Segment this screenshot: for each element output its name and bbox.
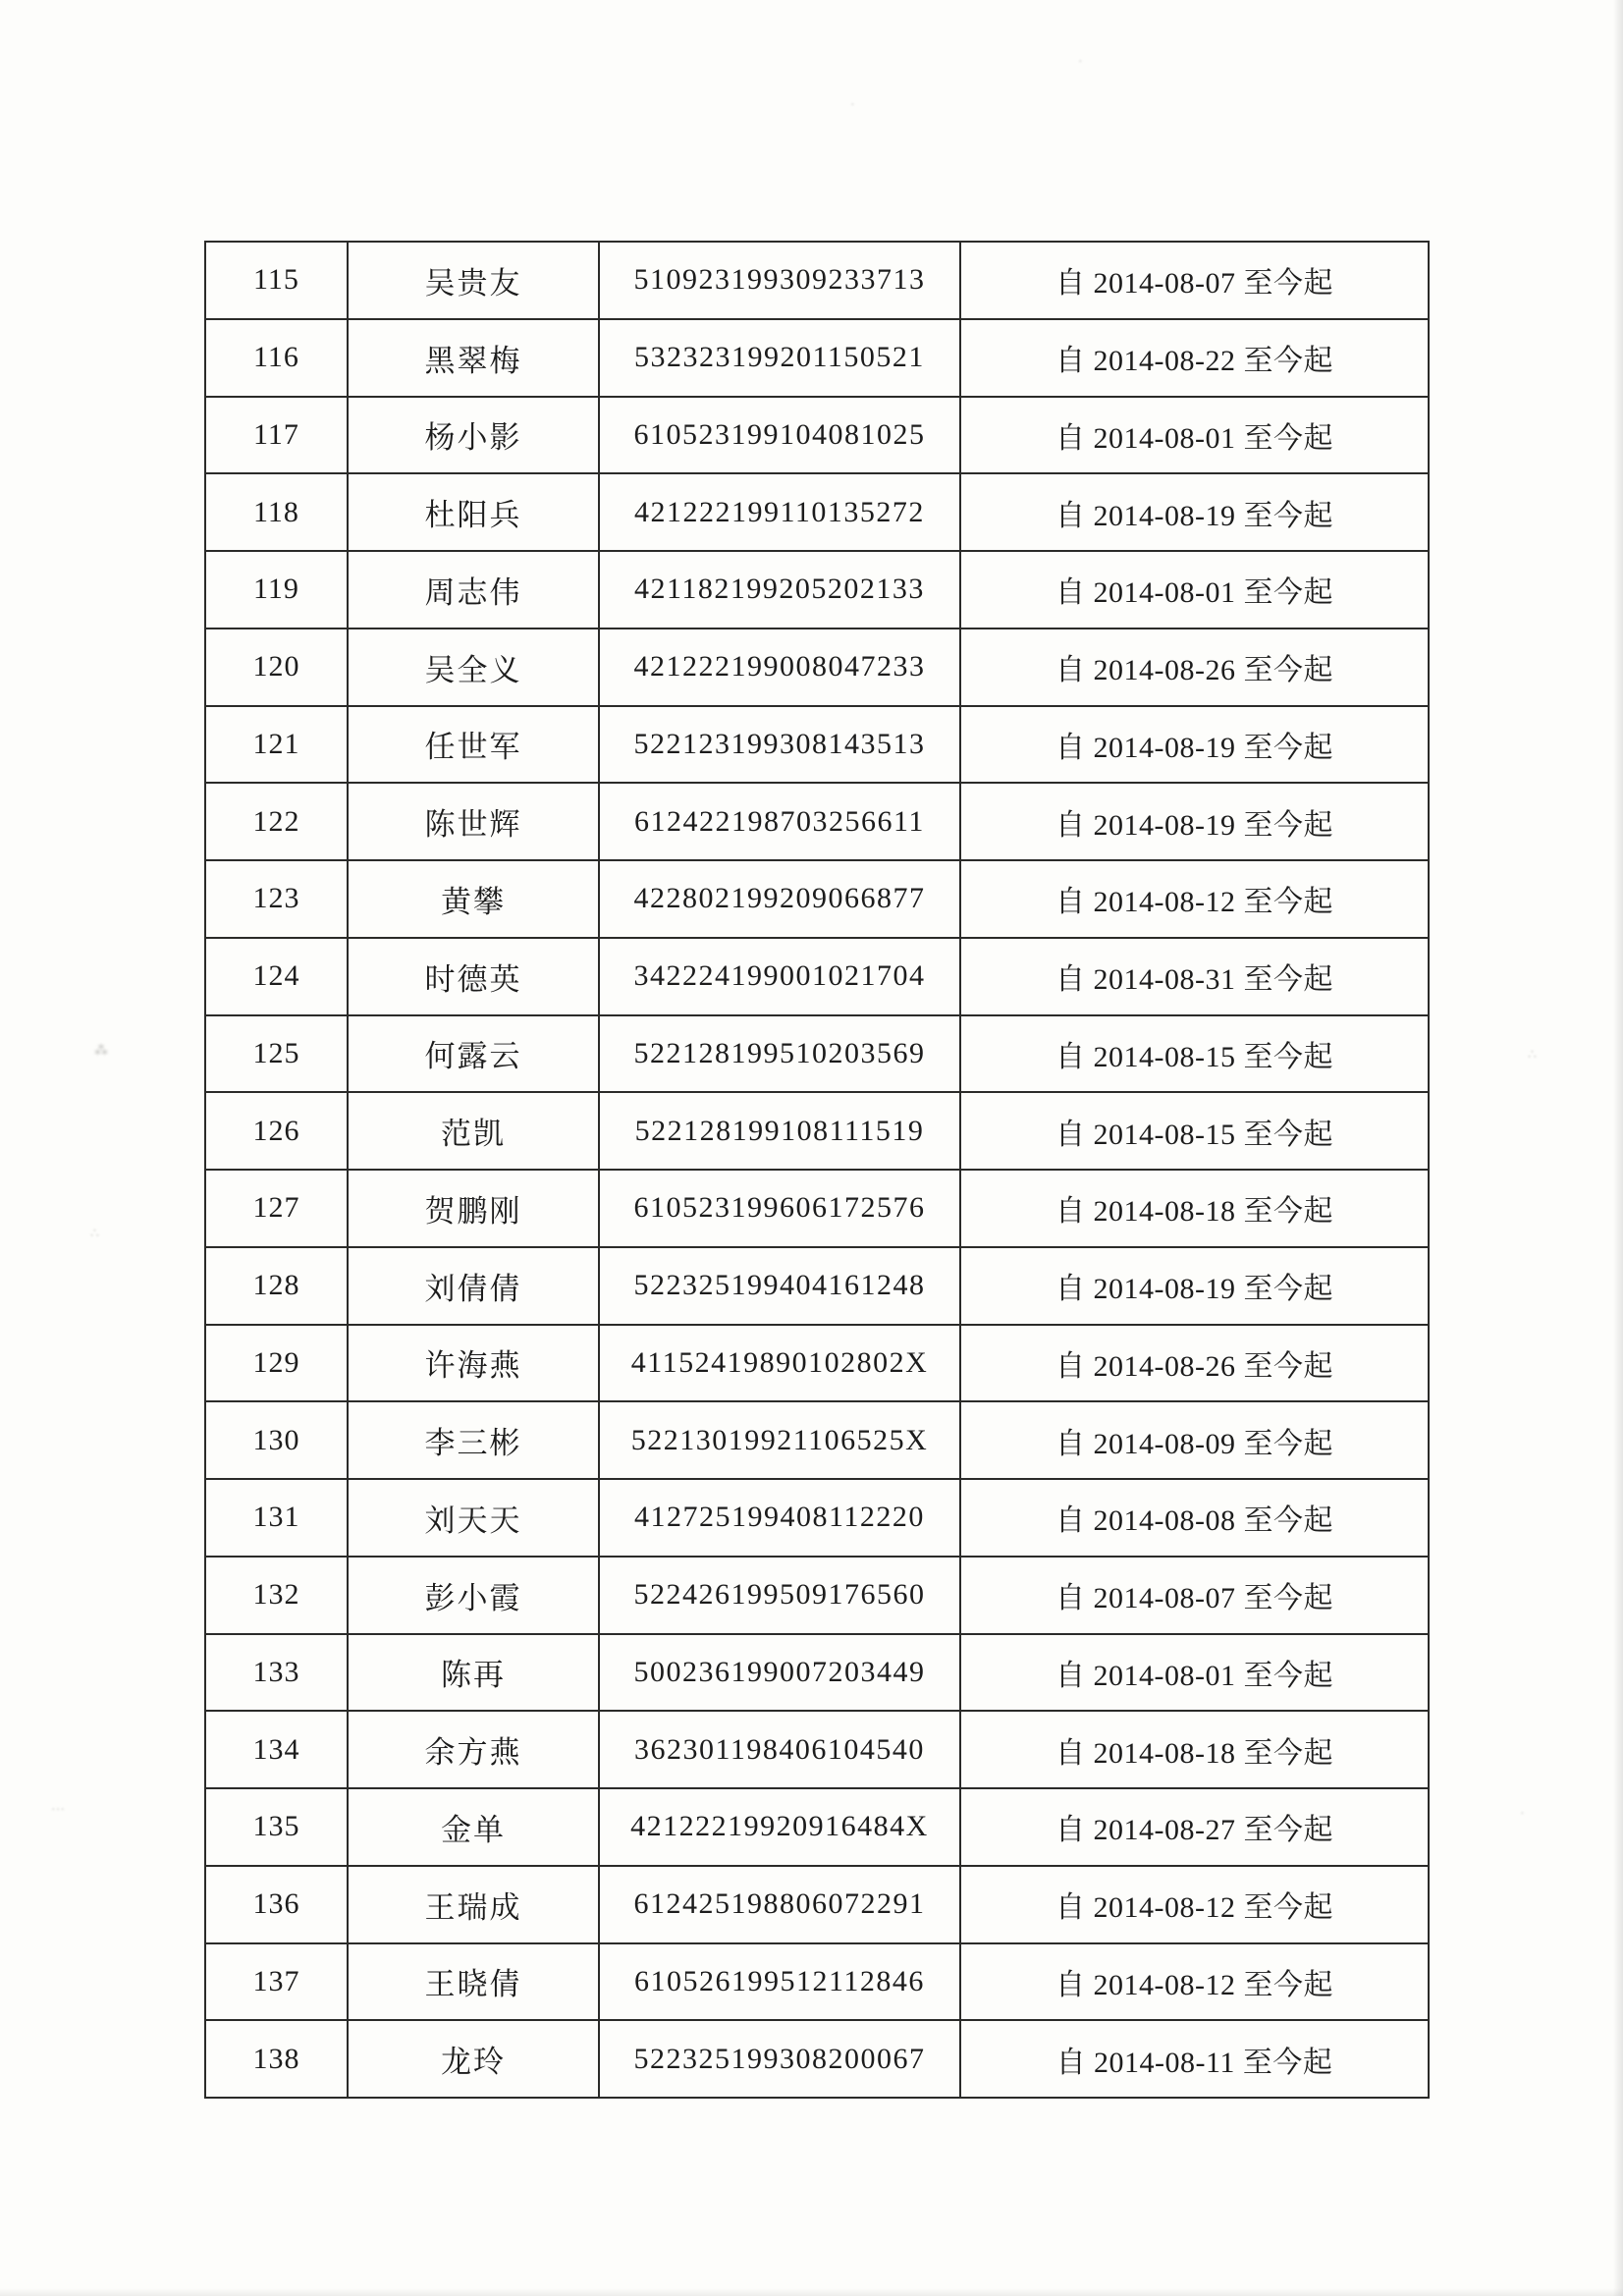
id-number-cell: 522128199510203569 [599, 1015, 960, 1093]
id-number-cell: 42122219920916484X [599, 1788, 960, 1866]
person-name-cell: 杨小影 [348, 397, 599, 474]
person-name-cell: 范凯 [348, 1092, 599, 1170]
period-cell: 自 2014-08-01 至今起 [960, 397, 1429, 474]
table-row [205, 1557, 1429, 1634]
row-index-cell: 127 [205, 1170, 348, 1247]
row-index-cell: 119 [205, 551, 348, 629]
table-row [205, 860, 1429, 938]
id-number-cell: 522128199108111519 [599, 1092, 960, 1170]
table-row [205, 1092, 1429, 1170]
period-cell: 自 2014-08-22 至今起 [960, 319, 1429, 397]
period-cell: 自 2014-08-07 至今起 [960, 1557, 1429, 1634]
id-number-cell: 500236199007203449 [599, 1634, 960, 1712]
person-name-cell: 周志伟 [348, 551, 599, 629]
period-cell: 自 2014-08-19 至今起 [960, 706, 1429, 784]
row-index-cell: 137 [205, 1943, 348, 2021]
person-name-cell: 金单 [348, 1788, 599, 1866]
id-number-cell: 362301198406104540 [599, 1711, 960, 1788]
row-index-cell: 135 [205, 1788, 348, 1866]
id-number-cell: 342224199001021704 [599, 938, 960, 1015]
person-name-cell: 陈世辉 [348, 783, 599, 860]
row-index-cell: 124 [205, 938, 348, 1015]
table-row [205, 1247, 1429, 1325]
table-row [205, 2020, 1429, 2098]
table-row [205, 1170, 1429, 1247]
period-cell: 自 2014-08-26 至今起 [960, 629, 1429, 706]
person-name-cell: 李三彬 [348, 1401, 599, 1479]
scan-speck: · [1078, 55, 1083, 70]
row-index-cell: 121 [205, 706, 348, 784]
id-number-cell: 421222199008047233 [599, 629, 960, 706]
row-index-cell: 122 [205, 783, 348, 860]
row-index-cell: 134 [205, 1711, 348, 1788]
period-cell: 自 2014-08-08 至今起 [960, 1479, 1429, 1557]
table-row [205, 1788, 1429, 1866]
person-name-cell: 何露云 [348, 1015, 599, 1093]
table-row [205, 1401, 1429, 1479]
id-number-cell: 610526199512112846 [599, 1943, 960, 2021]
period-cell: 自 2014-08-07 至今起 [960, 242, 1429, 319]
id-number-cell: 510923199309233713 [599, 242, 960, 319]
id-number-cell: 610523199606172576 [599, 1170, 960, 1247]
scan-edge-shadow [1613, 0, 1623, 2296]
period-cell: 自 2014-08-12 至今起 [960, 860, 1429, 938]
table-row [205, 1866, 1429, 1943]
scan-smudge: ∴ [1528, 1048, 1537, 1063]
person-name-cell: 任世军 [348, 706, 599, 784]
row-index-cell: 128 [205, 1247, 348, 1325]
table-row [205, 551, 1429, 629]
id-number-cell: 421182199205202133 [599, 551, 960, 629]
row-index-cell: 129 [205, 1325, 348, 1402]
id-number-cell: 610523199104081025 [599, 397, 960, 474]
id-number-cell: 612425198806072291 [599, 1866, 960, 1943]
row-index-cell: 117 [205, 397, 348, 474]
row-index-cell: 123 [205, 860, 348, 938]
row-index-cell: 125 [205, 1015, 348, 1093]
table-row [205, 938, 1429, 1015]
period-cell: 自 2014-08-15 至今起 [960, 1015, 1429, 1093]
scan-edge-shadow [0, 2288, 1623, 2296]
period-cell: 自 2014-08-09 至今起 [960, 1401, 1429, 1479]
row-index-cell: 138 [205, 2020, 348, 2098]
id-number-cell: 522426199509176560 [599, 1557, 960, 1634]
period-cell: 自 2014-08-19 至今起 [960, 783, 1429, 860]
period-cell: 自 2014-08-26 至今起 [960, 1325, 1429, 1402]
scan-smudge: · [1520, 1807, 1525, 1822]
period-cell: 自 2014-08-19 至今起 [960, 473, 1429, 551]
row-index-cell: 131 [205, 1479, 348, 1557]
table-row [205, 706, 1429, 784]
id-number-cell: 522325199308200067 [599, 2020, 960, 2098]
id-number-cell: 612422198703256611 [599, 783, 960, 860]
table-row [205, 629, 1429, 706]
id-number-cell: 522325199404161248 [599, 1247, 960, 1325]
table-row [205, 1711, 1429, 1788]
row-index-cell: 132 [205, 1557, 348, 1634]
scan-smudge: ⁂ [94, 1044, 108, 1059]
table-row [205, 1015, 1429, 1093]
person-name-cell: 贺鹏刚 [348, 1170, 599, 1247]
id-number-cell: 52213019921106525X [599, 1401, 960, 1479]
table-row [205, 242, 1429, 319]
table-row [205, 1325, 1429, 1402]
id-number-cell: 412725199408112220 [599, 1479, 960, 1557]
period-cell: 自 2014-08-01 至今起 [960, 1634, 1429, 1712]
person-name-cell: 许海燕 [348, 1325, 599, 1402]
table-row [205, 1479, 1429, 1557]
period-cell: 自 2014-08-18 至今起 [960, 1711, 1429, 1788]
period-cell: 自 2014-08-18 至今起 [960, 1170, 1429, 1247]
period-cell: 自 2014-08-31 至今起 [960, 938, 1429, 1015]
id-number-cell: 421222199110135272 [599, 473, 960, 551]
row-index-cell: 130 [205, 1401, 348, 1479]
id-number-cell: 422802199209066877 [599, 860, 960, 938]
row-index-cell: 118 [205, 473, 348, 551]
person-name-cell: 陈再 [348, 1634, 599, 1712]
person-name-cell: 吴全义 [348, 629, 599, 706]
period-cell: 自 2014-08-27 至今起 [960, 1788, 1429, 1866]
person-name-cell: 彭小霞 [348, 1557, 599, 1634]
period-cell: 自 2014-08-11 至今起 [960, 2020, 1429, 2098]
table-row [205, 319, 1429, 397]
person-name-cell: 吴贵友 [348, 242, 599, 319]
row-index-cell: 133 [205, 1634, 348, 1712]
table-row [205, 473, 1429, 551]
period-cell: 自 2014-08-19 至今起 [960, 1247, 1429, 1325]
period-cell: 自 2014-08-12 至今起 [960, 1866, 1429, 1943]
person-name-cell: 杜阳兵 [348, 473, 599, 551]
roster-table [204, 241, 1430, 2099]
person-name-cell: 时德英 [348, 938, 599, 1015]
period-cell: 自 2014-08-01 至今起 [960, 551, 1429, 629]
table-row [205, 1634, 1429, 1712]
person-name-cell: 黄攀 [348, 860, 599, 938]
table-row [205, 1943, 1429, 2021]
row-index-cell: 116 [205, 319, 348, 397]
period-cell: 自 2014-08-15 至今起 [960, 1092, 1429, 1170]
person-name-cell: 刘倩倩 [348, 1247, 599, 1325]
row-index-cell: 120 [205, 629, 348, 706]
person-name-cell: 王瑞成 [348, 1866, 599, 1943]
person-name-cell: 黑翠梅 [348, 319, 599, 397]
id-number-cell: 522123199308143513 [599, 706, 960, 784]
table-row [205, 783, 1429, 860]
row-index-cell: 115 [205, 242, 348, 319]
table-row [205, 397, 1429, 474]
scan-smudge: ∴ [90, 1227, 99, 1241]
period-cell: 自 2014-08-12 至今起 [960, 1943, 1429, 2021]
id-number-cell: 41152419890102802X [599, 1325, 960, 1402]
person-name-cell: 王晓倩 [348, 1943, 599, 2021]
person-name-cell: 刘天天 [348, 1479, 599, 1557]
person-name-cell: 龙玲 [348, 2020, 599, 2098]
person-name-cell: 余方燕 [348, 1711, 599, 1788]
scan-speck: · [850, 98, 855, 113]
row-index-cell: 126 [205, 1092, 348, 1170]
scan-smudge: … [51, 1799, 68, 1814]
id-number-cell: 532323199201150521 [599, 319, 960, 397]
row-index-cell: 136 [205, 1866, 348, 1943]
